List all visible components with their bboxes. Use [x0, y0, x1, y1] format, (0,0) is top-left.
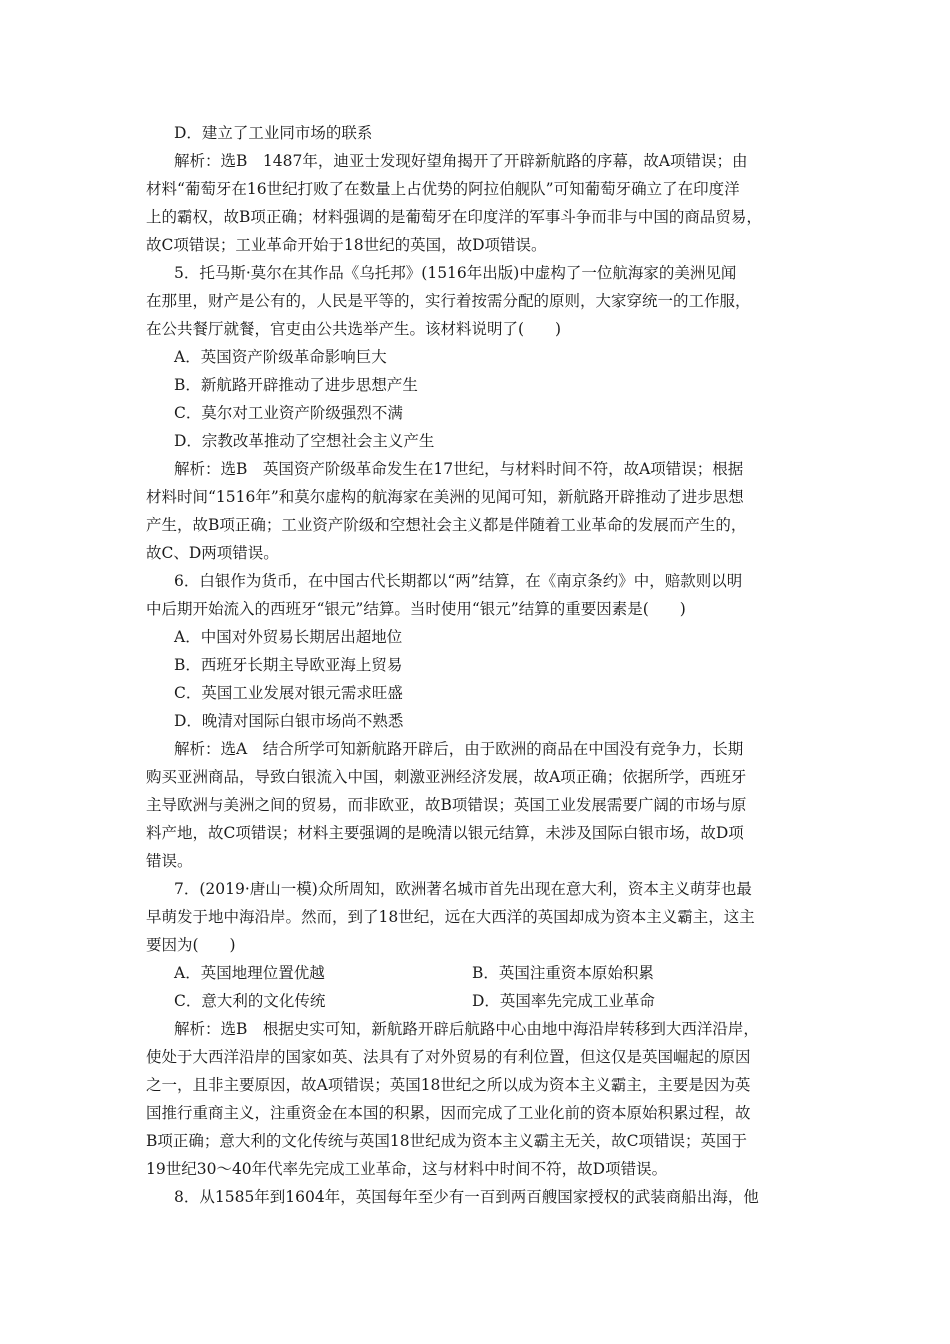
- q7-option-c: C．意大利的文化传统: [174, 992, 326, 1010]
- q7-analysis-line: 19世纪30～40年代率先完成工业革命，这与材料中时间不符，故D项错误。: [146, 1160, 668, 1178]
- q7-analysis-line: 使处于大西洋沿岸的国家如英、法具有了对外贸易的有利位置，但这仅是英国崛起的原因: [146, 1048, 751, 1066]
- q7-stem-line: 7．(2019·唐山一模)众所周知，欧洲著名城市首先出现在意大利，资本主义萌芽也最: [174, 880, 752, 898]
- q4-analysis-line: 材料“葡萄牙在16世纪打败了在数量上占优势的阿拉伯舰队”可知葡萄牙确立了在印度洋: [146, 180, 740, 198]
- q4-analysis-line: 解析：选B 1487年，迪亚士发现好望角揭开了开辟新航路的序幕，故A项错误；由: [174, 152, 748, 170]
- q5-option-b: B．新航路开辟推动了进步思想产生: [174, 376, 418, 394]
- q4-option-d: D．建立了工业同市场的联系: [174, 124, 373, 142]
- q6-analysis-line: 错误。: [146, 852, 193, 870]
- q7-analysis-line: 国推行重商主义，注重资金在本国的积累，因而完成了工业化前的资本原始积累过程，故: [146, 1104, 751, 1122]
- q7-analysis-line: 解析：选B 根据史实可知，新航路开辟后航路中心由地中海沿岸转移到大西洋沿岸，: [174, 1020, 759, 1038]
- q6-option-d: D．晚清对国际白银市场尚不熟悉: [174, 712, 404, 730]
- q6-option-c: C．英国工业发展对银元需求旺盛: [174, 684, 403, 702]
- q7-stem-line: 要因为( ): [146, 936, 236, 954]
- q5-option-a: A．英国资产阶级革命影响巨大: [174, 348, 387, 366]
- q5-analysis-line: 材料时间“1516年”和莫尔虚构的航海家在美洲的见闻可知，新航路开辟推动了进步思想: [146, 488, 744, 506]
- q6-stem-line: 6．白银作为货币，在中国古代长期都以“两”结算，在《南京条约》中，赔款则以明: [174, 572, 743, 590]
- q6-analysis-line: 解析：选A 结合所学可知新航路开辟后，由于欧洲的商品在中国没有竞争力，长期: [174, 740, 744, 758]
- q6-analysis-line: 料产地，故C项错误；材料主要强调的是晚清以银元结算，未涉及国际白银市场，故D项: [146, 824, 744, 842]
- q6-analysis-line: 购买亚洲商品，导致白银流入中国，刺激亚洲经济发展，故A项正确；依据所学，西班牙: [146, 768, 747, 786]
- q7-option-d: D．英国率先完成工业革命: [472, 992, 655, 1010]
- q6-option-a: A．中国对外贸易长期居出超地位: [174, 628, 403, 646]
- q5-stem-line: 在那里，财产是公有的，人民是平等的，实行着按需分配的原则，大家穿统一的工作服，: [146, 292, 751, 310]
- q7-option-a: A．英国地理位置优越: [174, 964, 325, 982]
- q6-analysis-line: 主导欧洲与美洲之间的贸易，而非欧亚，故B项错误；英国工业发展需要广阔的市场与原: [146, 796, 747, 814]
- q7-option-b: B．英国注重资本原始积累: [472, 964, 654, 982]
- q7-analysis-line: B项正确；意大利的文化传统与英国18世纪成为资本主义霸主无关，故C项错误；英国于: [146, 1132, 747, 1150]
- q4-analysis-line: 故C项错误；工业革命开始于18世纪的英国，故D项错误。: [146, 236, 547, 254]
- q5-analysis-line: 故C、D两项错误。: [146, 544, 279, 562]
- q5-analysis-line: 产生，故B项正确；工业资产阶级和空想社会主义都是伴随着工业革命的发展而产生的，: [146, 516, 747, 534]
- q5-option-d: D．宗教改革推动了空想社会主义产生: [174, 432, 435, 450]
- q6-stem-line: 中后期开始流入的西班牙“银元”结算。当时使用“银元”结算的重要因素是( ): [146, 600, 686, 618]
- q7-stem-line: 早萌发于地中海沿岸。然而，到了18世纪，远在大西洋的英国却成为资本主义霸主，这主: [146, 908, 755, 926]
- q6-option-b: B．西班牙长期主导欧亚海上贸易: [174, 656, 403, 674]
- q4-analysis-line: 上的霸权，故B项正确；材料强调的是葡萄牙在印度洋的军事斗争而非与中国的商品贸易，: [146, 208, 762, 226]
- q5-option-c: C．莫尔对工业资产阶级强烈不满: [174, 404, 403, 422]
- q8-stem-line: 8．从1585年到1604年，英国每年至少有一百到两百艘国家授权的武装商船出海，他: [174, 1188, 759, 1206]
- q5-stem-line: 5．托马斯·莫尔在其作品《乌托邦》(1516年出版)中虚构了一位航海家的美洲见闻: [174, 264, 737, 282]
- q7-analysis-line: 之一，且非主要原因，故A项错误；英国18世纪之所以成为资本主义霸主，主要是因为英: [146, 1076, 751, 1094]
- q5-analysis-line: 解析：选B 英国资产阶级革命发生在17世纪，与材料时间不符，故A项错误；根据: [174, 460, 744, 478]
- q5-stem-line: 在公共餐厅就餐，官吏由公共选举产生。该材料说明了( ): [146, 320, 562, 338]
